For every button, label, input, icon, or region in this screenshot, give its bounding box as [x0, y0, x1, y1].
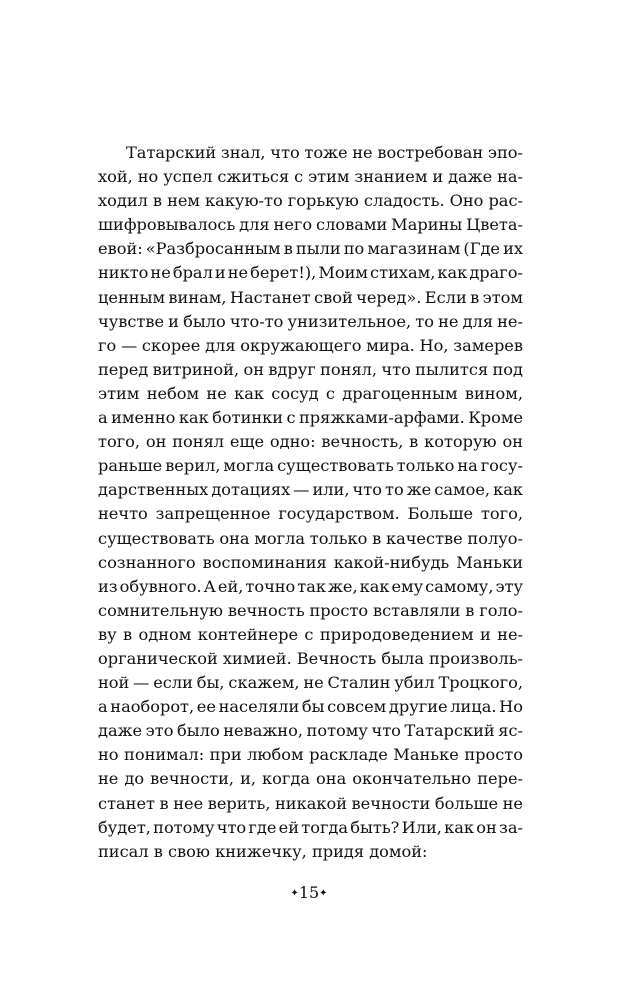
text-line-13: того, он понял еще одно: вечность, в которую он	[98, 432, 523, 452]
text-line-1: Татарский знал, что тоже не востребован эпо-	[126, 143, 523, 162]
text-line-12: а именно как ботинки с пряжками-арфами. Кроме	[98, 408, 523, 428]
text-line-10: перед витриной, он вдруг понял, что пылится под	[98, 359, 523, 379]
text-line-29: будет, потому что где ей тогда быть? Или, как он за-	[98, 817, 523, 837]
text-line-3: ходил в нем какую-то горькую сладость. Оно рас-	[98, 191, 523, 211]
body-text	[98, 141, 523, 864]
text-line-9: го — скорее для окружающего мира. Но, замерев	[98, 335, 523, 355]
text-line-22: органической химией. Вечность была произволь-	[98, 648, 523, 668]
text-line-16: нечто запрещенное государством. Больше того,	[98, 504, 523, 524]
text-line-19: из обувного. А ей, точно так же, как ему самому, эту	[98, 576, 523, 596]
text-line-7: ценным винам, Настанет свой черед». Если в этом	[98, 287, 523, 307]
text-line-4: шифровывалось для него словами Марины Цвета-	[98, 215, 523, 235]
text-line-28: станет в нее верить, никакой вечности больше не	[98, 793, 523, 813]
text-line-20: сомнительную вечность просто вставляли в голо-	[98, 600, 523, 620]
text-line-18: сознанного воспоминания какой-нибудь Маньки	[98, 552, 523, 572]
ornament-right-icon: ✦	[319, 888, 328, 899]
text-line-27: не до вечности, и, когда она окончательно пере-	[98, 769, 523, 789]
text-line-30: писал в свою книжечку, придя домой:	[98, 841, 428, 861]
text-line-17: существовать она могла только в качестве полуо-	[98, 528, 523, 548]
text-line-23: ной — если бы, скажем, не Сталин убил Троцкого,	[98, 673, 523, 693]
text-line-11: этим небом не как сосуд с драгоценным вином,	[98, 383, 523, 403]
text-line-8: чувстве и было что-то унизительное, то не для не-	[98, 311, 523, 331]
text-line-2: хой, но успел сжиться с этим знанием и даже на-	[98, 167, 523, 187]
ornament-left-icon: ✦	[290, 888, 299, 899]
page-footer	[0, 883, 618, 904]
text-line-24: а наоборот, ее населяли бы совсем другие лица. Но	[98, 697, 523, 717]
text-line-5: евой: «Разбросанным в пыли по магазинам (Где их	[98, 239, 523, 259]
text-line-14: раньше верил, могла существовать только на госу-	[98, 456, 523, 476]
text-line-15: дарственных дотациях — или, что то же самое, как	[98, 480, 523, 500]
text-line-25: даже это было неважно, потому что Татарский яс-	[98, 721, 523, 741]
text-line-21: ву в одном контейнере с природоведением и не-	[98, 624, 523, 644]
text-line-26: но понимал: при любом раскладе Маньке просто	[98, 745, 523, 765]
page-number: 15	[298, 883, 320, 902]
text-line-6: никто не брал и не берет!), Моим стихам, как драго-	[98, 263, 523, 283]
